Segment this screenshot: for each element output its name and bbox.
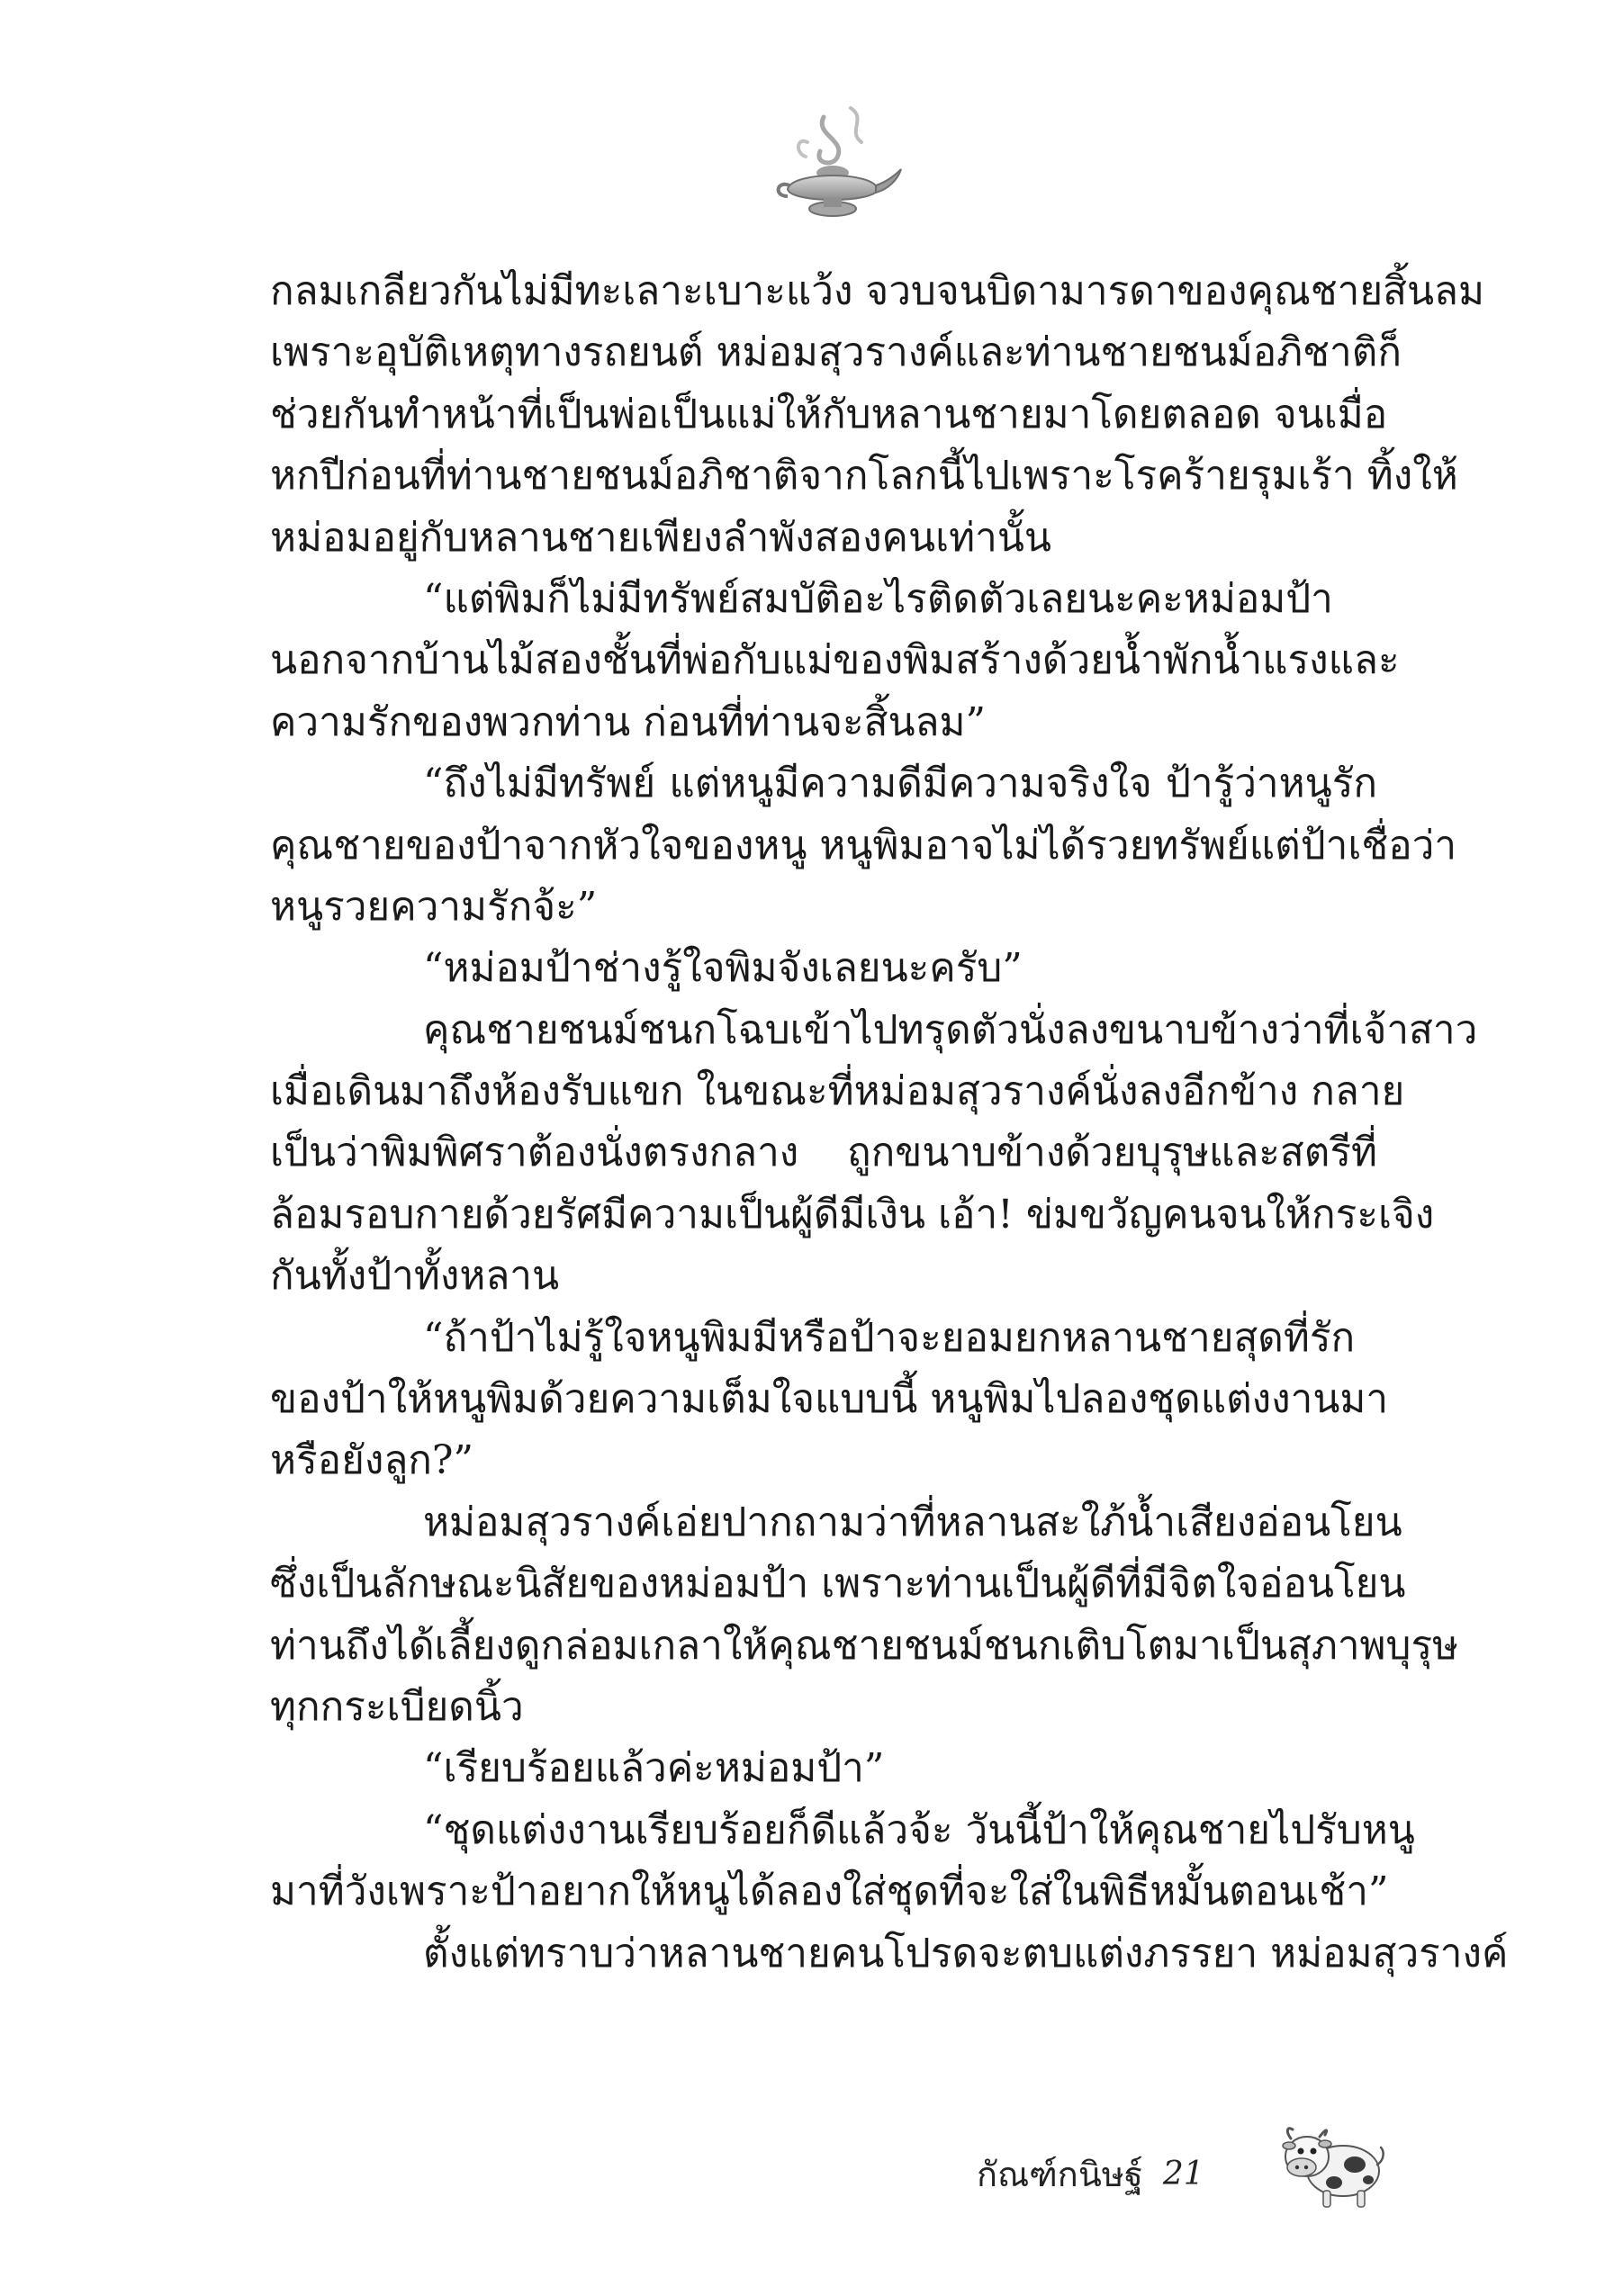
paragraph-line: คุณชายชนม์ชนกโฉบเข้าไปทรุดตัวนั่งลงขนาบข้างว่าที่เจ้าสาว [423,1006,1478,1053]
paragraph-line: หรือยังลูก?” [270,1437,474,1484]
paragraph-line: นอกจากบ้านไม้สองชั้นที่พ่อกับแม่ของพิมสร้างด้วยน้ำพักน้ำแรงและ [270,637,1400,684]
paragraph-line: ท่านถึงได้เลี้ยงดูกล่อมเกลาให้คุณชายชนม์ชนกเติบโตมาเป็นสุภาพบุรุษ [270,1622,1459,1669]
paragraph-line: หม่อมอยู่กับหลานชายเพียงลำพังสองคนเท่านั้น [270,514,1051,561]
paragraph-line: หม่อมสุวรางค์เอ่ยปากถามว่าที่หลานสะใภ้น้ำเสียงอ่อนโยน [423,1499,1402,1545]
paragraph-line: ช่วยกันทำหน้าที่เป็นพ่อเป็นแม่ให้กับหลานชายมาโดยตลอด จนเมื่อ [270,391,1388,437]
paragraph-line: ล้อมรอบกายด้วยรัศมีความเป็นผู้ดีมีเงิน เอ้า! ข่มขวัญคนจนให้กระเจิง [270,1191,1435,1238]
genie-lamp-icon [761,99,905,234]
cow-icon [1278,2115,1386,2214]
page-footer [977,2147,1204,2201]
paragraph-line: กันทั้งป้าทั้งหลาน [270,1253,560,1300]
paragraph-line: เพราะอุบัติเหตุทางรถยนต์ หม่อมสุวรางค์และท่านชายชนม์อภิชาติก็ [270,329,1402,376]
paragraph-line: เมื่อเดินมาถึงห้องรับแขก ในขณะที่หม่อมสุวรางค์นั่งลงอีกข้าง กลาย [270,1068,1405,1115]
paragraph-line: เป็นว่าพิมพิศราต้องนั่งตรงกลาง ถูกขนาบข้างด้วยบุรุษและสตรีที่ [270,1130,1377,1176]
paragraph-line: “ถึงไม่มีทรัพย์ แต่หนูมีความดีมีความจริงใจ ป้ารู้ว่าหนูรัก [423,761,1377,807]
book-title: กัณฑ์กนิษฐ์ [977,2154,1143,2194]
paragraph-line: ซึ่งเป็นลักษณะนิสัยของหม่อมป้า เพราะท่านเป็นผู้ดีที่มีจิตใจอ่อนโยน [270,1561,1406,1607]
body-text [270,261,1509,1985]
paragraph-line: “แต่พิมก็ไม่มีทรัพย์สมบัติอะไรติดตัวเลยนะคะหม่อมป้า [423,575,1333,622]
paragraph-line: “เรียบร้อยแล้วค่ะหม่อมป้า” [423,1745,885,1792]
paragraph-line: ทุกกระเบียดนิ้ว [270,1683,524,1730]
page-number: 21 [1162,2155,1204,2192]
paragraph-line: “ชุดแต่งงานเรียบร้อยก็ดีแล้วจ้ะ วันนี้ป้าให้คุณชายไปรับหนู [423,1806,1415,1853]
paragraph-line: ของป้าให้หนูพิมด้วยความเต็มใจแบบนี้ หนูพิมไปลองชุดแต่งงานมา [270,1376,1389,1423]
paragraph-line: ตั้งแต่ทราบว่าหลานชายคนโปรดจะตบแต่งภรรยา หม่อมสุวรางค์ [423,1930,1509,1976]
paragraph-line: คุณชายของป้าจากหัวใจของหนู หนูพิมอาจไม่ได้รวยทรัพย์แต่ป้าเชื่อว่า [270,822,1457,869]
paragraph-line: ความรักของพวกท่าน ก่อนที่ท่านจะสิ้นลม” [270,698,986,745]
paragraph-line: หนูรวยความรักจ้ะ” [270,883,598,930]
paragraph-line: “หม่อมป้าช่างรู้ใจพิมจังเลยนะครับ” [423,945,1023,992]
paragraph-line: กลมเกลียวกันไม่มีทะเลาะเบาะแว้ง จวบจนบิดามารดาของคุณชายสิ้นลม [270,268,1485,314]
paragraph-line: หกปีก่อนที่ท่านชายชนม์อภิชาติจากโลกนี้ไปเพราะโรคร้ายรุมเร้า ทิ้งให้ [270,453,1458,500]
paragraph-line: มาที่วังเพราะป้าอยากให้หนูได้ลองใส่ชุดที่จะใส่ในพิธีหมั้นตอนเช้า” [270,1868,1389,1915]
paragraph-line: “ถ้าป้าไม่รู้ใจหนูพิมมีหรือป้าจะยอมยกหลานชายสุดที่รัก [423,1314,1356,1361]
